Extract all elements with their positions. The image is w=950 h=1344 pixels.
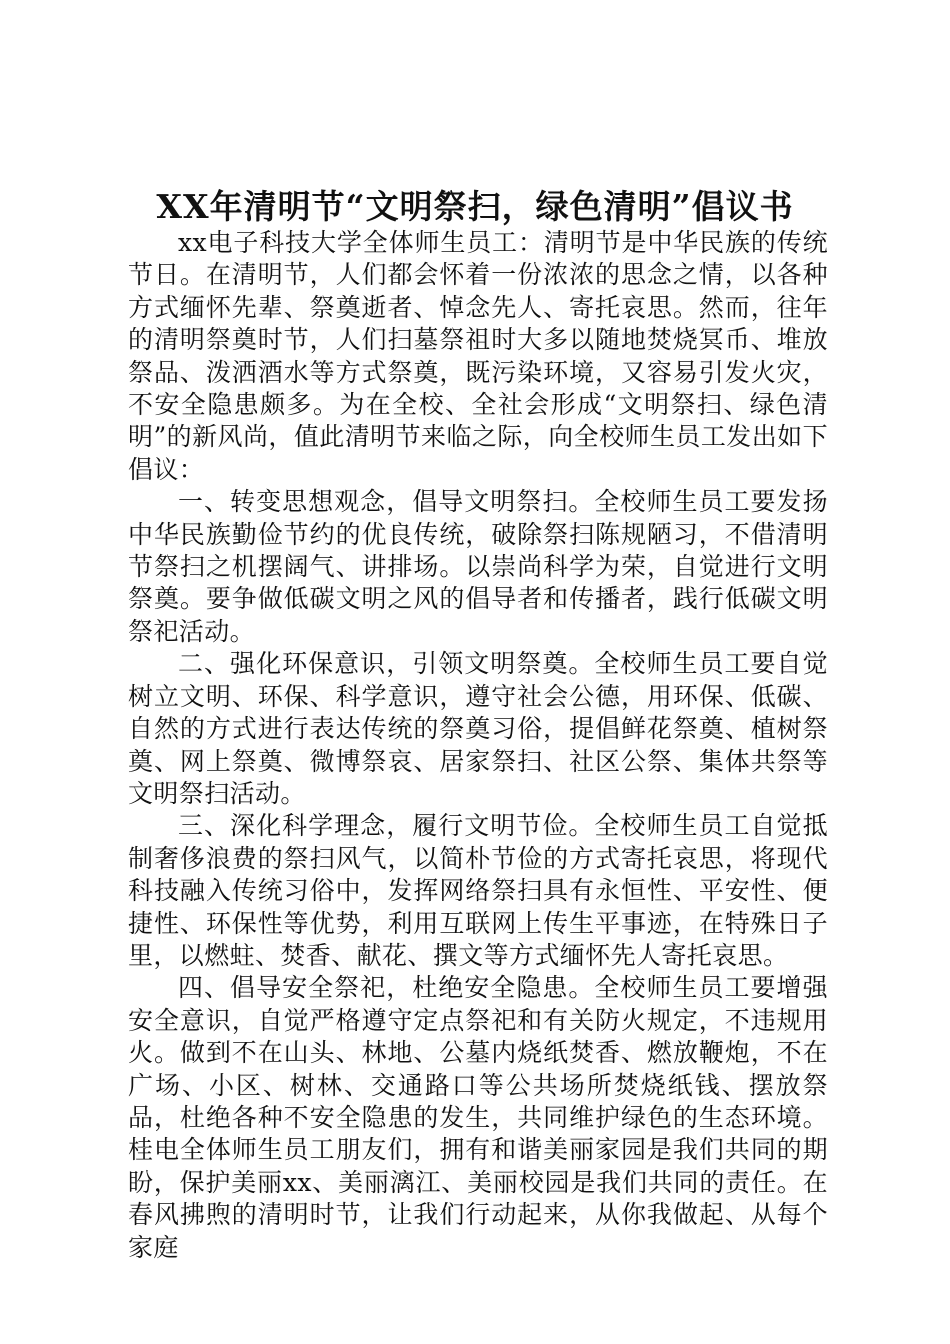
paragraph-item-4: 四、倡导安全祭祀，杜绝安全隐患。全校师生员工要增强安全意识，自觉严格遵守定点祭祀和有关防火规定，不违规用火。做到不在山头、林地、公墓内烧纸焚香、燃放鞭炮，不在广场、小区、树林、交通路口等公共场所焚烧纸钱、摆放祭品，杜绝各种不安全隐患的发生，共同维护绿色的生态环境。桂电全体师生员工朋友们，拥有和谐美丽家园是我们共同的期盼，保护美丽xx、美丽漓江、美丽校园是我们共同的责任。在春风拂煦的清明时节，让我们行动起来，从你我做起、从每个家庭 [128,973,828,1262]
document-body [128,227,828,1264]
paragraph-item-3: 三、深化科学理念，履行文明节俭。全校师生员工自觉抵制奢侈浪费的祭扫风气，以简朴节俭的方式寄托哀思，将现代科技融入传统习俗中，发挥网络祭扫具有永恒性、平安性、便捷性、环保性等优势，利用互联网上传生平事迹，在特殊日子里，以燃蛀、焚香、献花、撰文等方式缅怀先人寄托哀思。 [128,811,828,970]
paragraph-item-2: 二、强化环保意识，引领文明祭奠。全校师生员工要自觉树立文明、环保、科学意识，遵守社会公德，用环保、低碳、自然的方式进行表达传统的祭奠习俗，提倡鲜花祭奠、植树祭奠、网上祭奠、微博祭哀、居家祭扫、社区公祭、集体共祭等文明祭扫活动。 [128,649,828,808]
paragraph-intro: xx电子科技大学全体师生员工：清明节是中华民族的传统节日。在清明节，人们都会怀着一份浓浓的思念之情，以各种方式缅怀先辈、祭奠逝者、悼念先人、寄托哀思。然而，往年的清明祭奠时节，人们扫墓祭祖时大多以随地焚烧冥币、堆放祭品、泼洒酒水等方式祭奠，既污染环境，又容易引发火灾，不安全隐患颇多。为在全校、全社会形成“文明祭扫、绿色清明”的新风尚，值此清明节来临之际，向全校师生员工发出如下倡议： [128,228,828,484]
paragraph-item-1: 一、转变思想观念，倡导文明祭扫。全校师生员工要发扬中华民族勤俭节约的优良传统，破除祭扫陈规陋习，不借清明节祭扫之机摆阔气、讲排场。以崇尚科学为荣，自觉进行文明祭奠。要争做低碳文明之风的倡导者和传播者，践行低碳文明祭祀活动。 [128,487,828,646]
document-title: XX年清明节“文明祭扫，绿色清明”倡议书 [156,187,794,226]
